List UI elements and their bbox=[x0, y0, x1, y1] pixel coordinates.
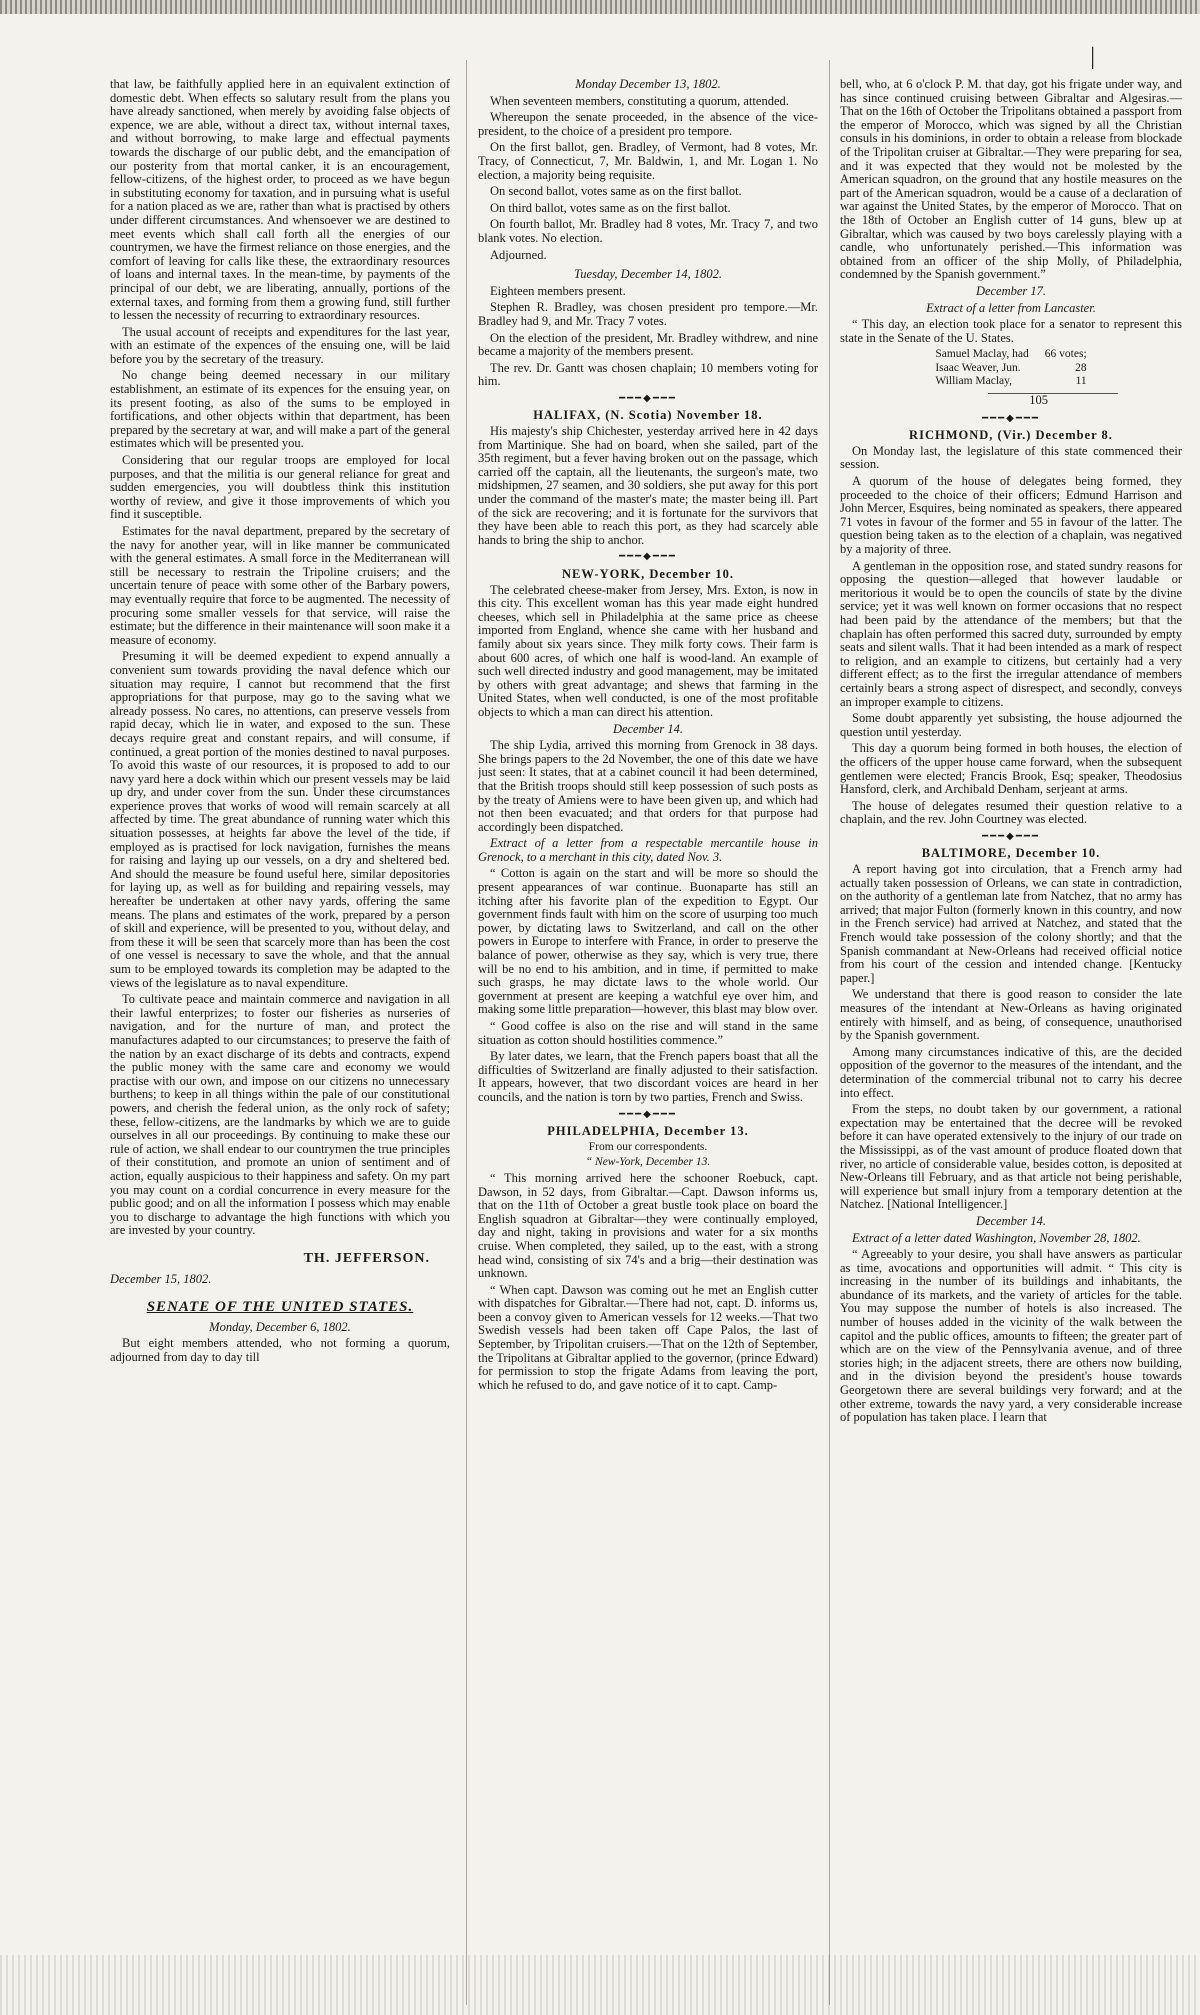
paragraph: “ Agreeably to your desire, you shall have answers as particular as time, avocations and opportunities will admit. “ This city is increasing in the number of its buildings and inhabitants, the abundance of its markets, and the variety of articles for the table. You may suppose the number of hotels is also increased. The number of houses added in the vicinity of the walk between the capitol and the public offices, amounts to fifteen; the greater part of which are on the view of the Pennsylvania avenue, and of three stories high; in the adjacent streets, there are others now building, and in the division beyond the president's house towards Georgetown there are several buildings very forward; and at the other extreme, towards the navy yard, a very considerable increase of population has taken place. I learn that bbox=[840, 1247, 1182, 1425]
dateline: Monday December 13, 1802. bbox=[575, 78, 721, 91]
subheading: From our correspondents. bbox=[588, 1140, 708, 1153]
paragraph: On second ballot, votes same as on the first ballot. bbox=[490, 184, 742, 199]
paragraph: Eighteen members present. bbox=[490, 283, 626, 298]
paragraph: A quorum of the house of delegates being formed, they proceeded to the choice of their officers; Edmund Harrison and John Mercer, Esquires, being nominated as speakers, there appeared 71 votes in favour of the former and 55 in favour of the latter. The question being taken as to the election of a chaplain, was negatived by a majority of three. bbox=[840, 474, 1182, 556]
subheading: “ New-York, December 13. bbox=[585, 1156, 711, 1169]
paragraph: No change being deemed necessary in our military establishment, an estimate of its expences for the ensuing year, on its present footing, as also of the sums to be employed in fortifications, and other objects within that department, has been prepared by the secretary at war, and will make a part of the general estimates which will be presented you. bbox=[110, 368, 450, 451]
paragraph: A report having got into circulation, that a French army had actually taken possession of Orleans, we can state in contradiction, on the authority of a gentleman late from Natchez, that no army has arrived; that major Fulton (formerly known in this country, and now in the French service) had arrived at Natchez, and stated that the French would take possession of the colony shortly; and that the Spanish commandant at New-Orleans had received official notice from his court of the cession and intended change. [Kentucky paper.] bbox=[840, 862, 1182, 985]
vote-count: 11 bbox=[1075, 375, 1087, 388]
vote-count: 66 votes; bbox=[1044, 348, 1087, 361]
candidate-name: Isaac Weaver, Jun. bbox=[935, 361, 1021, 374]
candidate-name: William Maclay, bbox=[935, 375, 1013, 388]
dateline: December 17. bbox=[975, 283, 1047, 298]
paragraph: On the election of the president, Mr. Bradley withdrew, and nine became a majority of the members present. bbox=[478, 330, 818, 359]
paragraph: From the steps, no doubt taken by our government, a rational expectation may be entertained that the decree will be revoked before it can have operated extensively to the injury of our trade on the Mississippi, as of the vast amount of produce floated down that river, no article of considerable value, besides cotton, is deposited at New-Orleans till February, and as that article not being perishable, will experience but small injury from a temporary detention at the Natchez. [National Intelligencer.] bbox=[840, 1102, 1182, 1212]
ornament-divider: ━━━◆━━━ bbox=[982, 412, 1040, 424]
vote-count: 28 bbox=[1075, 361, 1087, 374]
column-3 bbox=[840, 78, 1182, 2008]
vote-row bbox=[927, 375, 1094, 389]
column-1 bbox=[110, 78, 450, 2008]
paragraph: We understand that there is good reason to consider the late measures of the intendant at New-Orleans as having originated entirely with himself, and as being, of consequence, unauthorised by the Spanish government. bbox=[840, 987, 1182, 1043]
dateline: Tuesday, December 14, 1802. bbox=[574, 267, 722, 282]
paragraph: “ Cotton is again on the start and will be more so should the present appearances of war continue. Buonaparte has still an itching after his favorite plan of the expedition to Egypt. Our government finds fault with him on the score of usurping too much power, by dictating laws to Switzerland, and call on the other powers in Europe to interfere with France, in order to preserve the balance of power, otherwise as they say, which is very true, there will be no end to his ambition, and in time, if permitted to make such grasps, he may dictate laws to the whole world. Our government at present are keeping a watchful eye over him, and making some little preparation—however, this blast may blow over. bbox=[478, 866, 818, 1017]
paragraph: The celebrated cheese-maker from Jersey, Mrs. Exton, is now in this city. This excellent woman has this year made eight hundred cheeses, which sell in Philadelphia at the same price as cheese imported from England, whence she came with her husband and family about six years since. They milk forty cows. Their farm is about 600 acres, of which one half is wood-land. An example of such well directed industry and good management, may be imitated by others with great advantage; and shews that farming in the United States, when well conducted, is one of the most profitable objects to which a man can direct his attention. bbox=[478, 582, 818, 719]
paragraph: By later dates, we learn, that the French papers boast that all the difficulties of Switzerland are finally adjusted to their satisfaction. It appears, however, that two discordant voices are heard in her councils, and the nation is torn by two parties, French and Swiss. bbox=[478, 1049, 818, 1104]
dateline: December 15, 1802. bbox=[110, 1272, 212, 1287]
extract-heading: Extract of a letter from Lancaster. bbox=[926, 300, 1096, 315]
vote-row bbox=[927, 348, 1094, 362]
column-rule bbox=[466, 60, 467, 2005]
paragraph: “ This day, an election took place for a senator to represent this state in the Senate of the U. States. bbox=[840, 317, 1182, 345]
dateline: December 14. bbox=[612, 721, 684, 736]
candidate-name: Samuel Maclay, had bbox=[935, 348, 1029, 361]
paragraph: Estimates for the naval department, prepared by the secretary of the navy for another year, will in like manner be communicated with the general estimates. A small force in the Mediterranean will still be necessary to restrain the Tripoline cruisers; and the uncertain tenure of peace with some other of the Barbary powers, may eventually require that force to be augmented. The necessity of procuring some smaller vessels for that service, will raise the estimate; but the difference in their maintenance will soon make it a measure of economy. bbox=[110, 524, 450, 647]
section-heading: SENATE OF THE UNITED STATES. bbox=[146, 1299, 414, 1316]
signature: TH. JEFFERSON. bbox=[303, 1250, 430, 1266]
extract-heading: Extract of a letter from a respectable mercantile house in Grenock, to a merchant in this city, dated Nov. 3. bbox=[478, 836, 818, 864]
vote-row bbox=[927, 362, 1094, 376]
column-rule bbox=[829, 60, 830, 2005]
paragraph: “ Good coffee is also on the rise and will stand in the same situation as cotton should hostilities commence.” bbox=[478, 1019, 818, 1047]
dateline: Monday, December 6, 1802. bbox=[209, 1319, 351, 1334]
paragraph: This day a quorum being formed in both houses, the election of the officers of the upper house came forward, when the subsequent gentlemen were elected; Francis Brook, Esq; speaker, Theodosius Hansford, clerk, and Archibald Denham, serjeant at arms. bbox=[840, 741, 1182, 797]
paragraph: On Monday last, the legislature of this state commenced their session. bbox=[840, 443, 1182, 472]
ornament-divider: ━━━◆━━━ bbox=[619, 551, 677, 563]
paragraph: Stephen R. Bradley, was chosen president pro tempore.—Mr. Bradley had 9, and Mr. Tracy 7 votes. bbox=[478, 300, 818, 328]
paragraph: Whereupon the senate proceeded, in the absence of the vice-president, to the choice of a president pro tempore. bbox=[478, 110, 818, 138]
vote-total: 105 bbox=[988, 393, 1118, 408]
paragraph: A gentleman in the opposition rose, and stated sundry reasons for opposing the question—alleged that however laudable or meritorious it would be to open the councils of state by the divine service; yet it was well known on former occasions that no respect had been paid by the attendance of the members; but that the chaplain has often performed this sacred duty, surrounded by empty seats and silent walls. That it had been intended as a mark of respect to religion, and an example to citizens, but certainly had a very different effect; as to the first the irregular attendance of members certainly bears a strong aspect of disrespect, and secondly, conveys an improper example to citizens. bbox=[840, 558, 1182, 709]
paragraph: “ This morning arrived here the schooner Roebuck, capt. Dawson, in 52 days, from Gibraltar.—Capt. Dawson informs us, that on the 11th of October a great bustle took place on board the English squadron at Gibraltar—they were continually employed, day and night, taking in provisions and water for a six months cruise. When completed, they sailed, up to the east, with a strong head wind, consisting of six 74's and a brig—their destination was unknown. bbox=[478, 1170, 818, 1281]
top-border bbox=[0, 0, 1200, 14]
ornament-divider: ━━━◆━━━ bbox=[619, 392, 677, 404]
paragraph: On the first ballot, gen. Bradley, of Vermont, had 8 votes, Mr. Tracy, of Connecticut, 7, Mr. Baldwin, 1, and Mr. Logan 1. No election, a majority being requisite. bbox=[478, 140, 818, 182]
paragraph: His majesty's ship Chichester, yesterday arrived here in 42 days from Martinique. She had on board, when she sailed, part of the 35th regiment, but a fever having broken out on the passage, which carried off the captain, all the lieutenants, the surgeon's mate, two midshipmen, 27 seamen, and 30 soldiers, she put away for this port under the command of the master's mate; the master being ill. Part of the sick are recovering; and it is fortunate for the survivors that they have been able to reach this port, as they had scarcely able hands to bring the ship to anchor. bbox=[478, 424, 818, 547]
paragraph: The house of delegates resumed their question relative to a chaplain, and the rev. John Courtney was elected. bbox=[840, 798, 1182, 827]
extract-heading: Extract of a letter dated Washington, November 28, 1802. bbox=[852, 1230, 1141, 1245]
dateline: RICHMOND, (Vir.) December 8. bbox=[909, 428, 1113, 443]
dateline: NEW-YORK, December 10. bbox=[562, 567, 734, 581]
dateline: HALIFAX, (N. Scotia) November 18. bbox=[533, 408, 763, 423]
page-mark: | bbox=[1090, 44, 1095, 70]
paragraph: that law, be faithfully applied here in an equivalent extinction of domestic debt. When effects so salutary result from the plans you have already sanctioned, when merely by avoiding false objects of expence, we are able, without a direct tax, without internal taxes, and without borrowing, to make large and effectual payments towards the discharge of our public debt, and the emancipation of our posterity from that mortal canker, it is an encouragement, fellow-citizens, of the highest order, to proceed as we have begun in substituting economy for taxation, and in pursuing what is useful for a nation placed as we are, rather than what is practised by others under different circumstances. And whensoever we are destined to meet events which shall call forth all the energies of our countrymen, we have the firmest reliance on those energies, and the comfort of leaving for calls like these, the extraordinary resources of loans and internal taxes. In the mean-time, by payments of the principal of our debt, we are liberating, annually, portions of the external taxes, and forming from them a growing fund, still further to lessen the necessity of recurring to extraordinary resources. bbox=[110, 78, 450, 323]
paragraph: To cultivate peace and maintain commerce and navigation in all their lawful enterprizes; to foster our fisheries as nurseries of navigation, and for the nurture of man, and protect the manufactures adapted to our circumstances; to preserve the faith of the nation by an exact discharge of its debts and contracts, expend the public money with the same care and economy we would practise with our own, and impose on our citizens no unnecessary burthens; to keep in all things within the pale of our constitutional powers, and cherish the federal union, as the only rock of safety; these, fellow-citizens, are the landmarks by which we are to guide ourselves in all our proceedings. By continuing to make these our rule of action, we shall endear to our countrymen the true principles of their constitution, and promote an union of sentiment and of action, equally auspicious to their happiness and safety. On my part you may count on a cordial concurrence in every measure for the public good; and on all the information I possess which may enable you to discharge to advantage the high functions with which you are invested by your country. bbox=[110, 992, 450, 1238]
dateline: December 14. bbox=[975, 1213, 1047, 1228]
paragraph: The rev. Dr. Gantt was chosen chaplain; 10 members voting for him. bbox=[478, 360, 818, 389]
vote-table bbox=[927, 348, 1094, 389]
dateline: PHILADELPHIA, December 13. bbox=[547, 1124, 749, 1139]
paragraph: bell, who, at 6 o'clock P. M. that day, got his frigate under way, and has since continued cruising between Gibraltar and Algesiras.—That on the 16th of October the Tripolitans obtained a passport from the emperor of Morocco, which was signed by all the Christian consuls in his dominions, in order to obtain a release from blockade of the Tripolitan cruiser at Gibraltar.—They were preparing for sea, and it was expected that they would not be molested by the American squadron, on the ground that any hostile measures on the part of the American squadron, would be a cause of a declaration of war against the United States, by the emperor of Morocco. That on the 18th of October an English cutter of 14 guns, blew up at Gibraltar, which was caused by two boys carelessly playing with a candle, who unfortunately perished.—This information was obtained from an officer of the ship Molly, of Philadelphia, condemned by the Spanish government.” bbox=[840, 78, 1182, 282]
paragraph: Adjourned. bbox=[490, 247, 547, 262]
paragraph: The usual account of receipts and expenditures for the last year, with an estimate of the expences of the ensuing one, will be laid before you by the secretary of the treasury. bbox=[110, 324, 450, 366]
paragraph: Among many circumstances indicative of this, are the decided opposition of the governor to the measures of the intendant, and the determination of the commercial tribunal not to carry his decree into effect. bbox=[840, 1044, 1182, 1100]
paragraph: On third ballot, votes same as on the first ballot. bbox=[490, 200, 731, 215]
paragraph: Presuming it will be deemed expedient to expend annually a convenient sum towards providing the naval defence which our situation may require, I cannot but recommend that the first appropriations for that purpose, may go to the saving what we already possess. No cares, no attentions, can preserve vessels from rapid decay, which lie in water, and exposed to the sun. These decays require great and constant repairs, and will consume, if continued, a great portion of the monies destined to naval purposes. To avoid this waste of our resources, it is proposed to add to our navy yard here a dock within which our present vessels may be laid up dry, and under cover from the sun. Under these circumstances experience proves that works of wood will remain scarcely at all affected by time. The great abundance of running water which this situation possesses, at heights far above the level of the tide, if employed as is practised for lock navigation, furnishes the means for raising and laying up our vessels, on a dry and sheltered bed. And should the measure be found useful here, similar depositories for laying up, as well as for building and repairing vessels, may hereafter be undertaken at other navy yards, offering the same means. The plans and estimates of the work, prepared by a person of skill and experience, will be presented to you, without delay, and from these it will be seen that scarcely more than has been the cost of one vessel is necessary to save the whole, and that the annual sum to be employed towards its completion may be adapted to the views of the legislature as to naval expenditure. bbox=[110, 649, 450, 990]
dateline: BALTIMORE, December 10. bbox=[921, 846, 1101, 861]
print-wear bbox=[0, 1955, 1200, 2015]
paragraph: When seventeen members, constituting a quorum, attended. bbox=[490, 93, 789, 108]
paragraph: But eight members attended, who not forming a quorum, adjourned from day to day till bbox=[110, 1336, 450, 1364]
paragraph: The ship Lydia, arrived this morning from Grenock in 38 days. She brings papers to the 2d November, the one of this date we have just seen: It states, that at a cabinet council it had been determined, that the British troops should still keep possession of such posts as by the treaty of Amiens were to have been given up, and which had not then been evacuated; and that orders for that purpose had accordingly been dispatched. bbox=[478, 738, 818, 834]
paragraph: On fourth ballot, Mr. Bradley had 8 votes, Mr. Tracy 7, and two blank votes. No election. bbox=[478, 217, 818, 245]
paragraph: Considering that our regular troops are employed for local purposes, and that the militia is our general reliance for great and sudden emergencies, you will doubtless think this institution worthy of review, and give it those improvements of which you find it susceptible. bbox=[110, 453, 450, 522]
ornament-divider: ━━━◆━━━ bbox=[619, 1108, 677, 1120]
paragraph: Some doubt apparently yet subsisting, the house adjourned the question until yesterday. bbox=[840, 711, 1182, 739]
ornament-divider: ━━━◆━━━ bbox=[982, 830, 1040, 842]
column-2 bbox=[478, 78, 818, 2008]
paragraph: “ When capt. Dawson was coming out he met an English cutter with dispatches for Gibraltar.—There had not, capt. D. informs us, been a convoy given to American vessels for 12 weeks.—That two Swedish vessels had been taken off Cape Palos, the last of September, by Tripolitan cruisers.—That on the 12th of September, the Tripolitans at Gibraltar applied to the governor, (prince Edward) for permission to stop the frigate Adams from leaving the port, which he refused to do, and gave notice of it to capt. Camp- bbox=[478, 1282, 818, 1392]
